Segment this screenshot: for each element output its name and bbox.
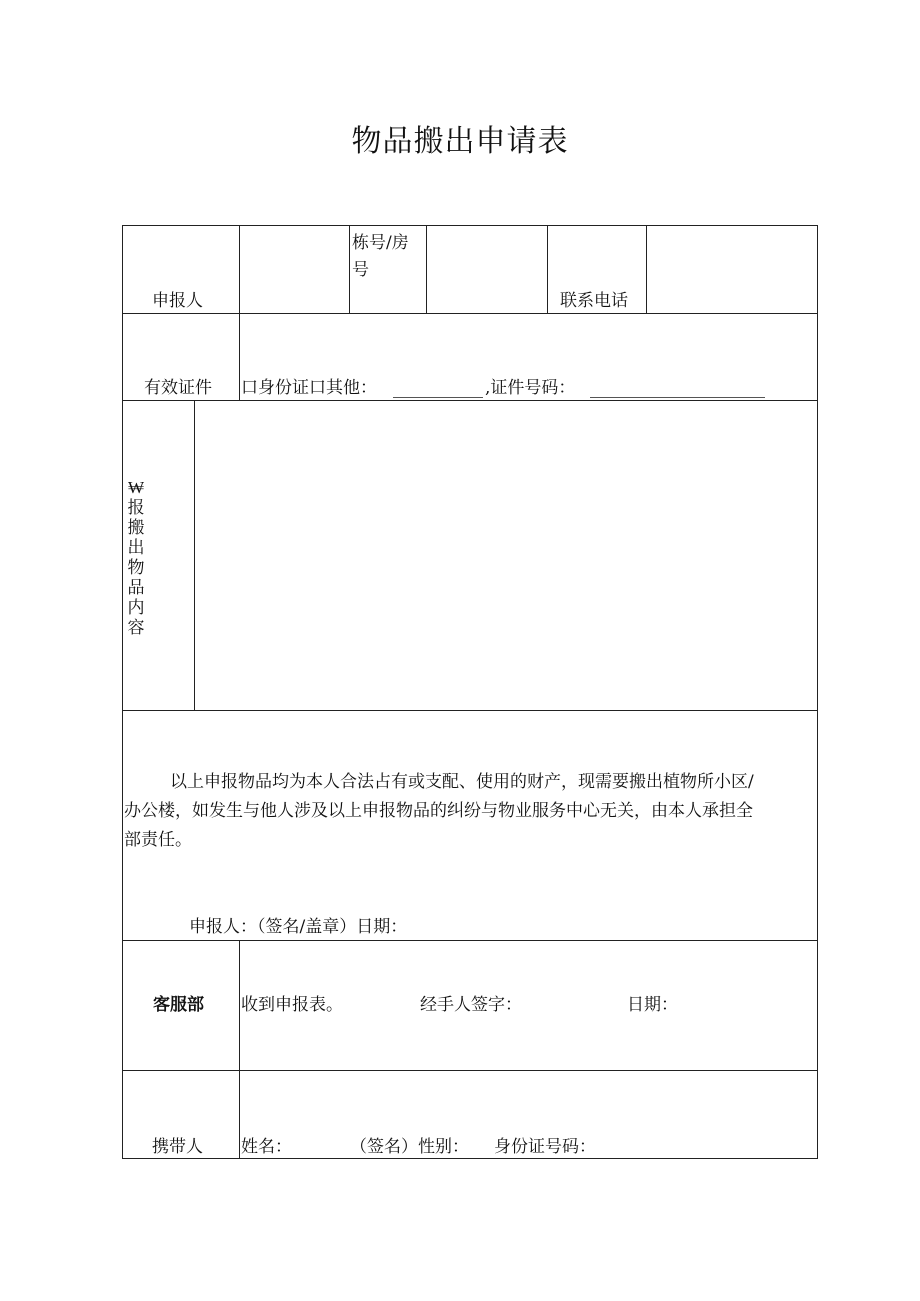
id-document-label: 有效证件 — [144, 378, 212, 398]
carrier-id-number-label[interactable]: 身份证号码： — [494, 1137, 596, 1157]
service-date-label[interactable]: 日期： — [627, 995, 678, 1015]
declared-items-label-char: 物 — [127, 558, 145, 578]
carrier-name-label[interactable]: 姓名： — [241, 1137, 292, 1157]
row-divider — [122, 710, 818, 711]
page-title: 物品搬出申请表 — [351, 124, 569, 159]
declared-items-label-char: 报 — [127, 498, 145, 518]
carrier-sign-gender-label[interactable]: （签名）性别： — [350, 1137, 469, 1157]
id-number-blank[interactable] — [590, 397, 765, 398]
received-form-text: 收到申报表。 — [241, 995, 343, 1015]
declared-items-label-char: 搬 — [127, 518, 145, 538]
id-other-blank[interactable] — [393, 397, 483, 398]
statement-line: 办公楼，如发生与他人涉及以上申报物品的纠纷与物业服务中心无关，由本人承担全 — [124, 801, 753, 821]
phone-label: 联系电话 — [560, 291, 628, 311]
declared-items-label-char: 容 — [127, 618, 145, 638]
row-divider — [122, 313, 818, 314]
row-divider — [122, 940, 818, 941]
applicant-signature-line[interactable]: 申报人：（签名/盖章）日期： — [189, 917, 408, 937]
declared-items-label-char: 品 — [127, 578, 145, 598]
building-room-label-line1: 栋号/房 — [352, 233, 409, 253]
id-number-label: ,证件号码： — [485, 378, 576, 398]
declaration-statement — [124, 768, 818, 855]
table-border-left — [122, 225, 123, 1159]
table-border-bottom — [122, 1158, 818, 1159]
col-divider — [547, 225, 548, 313]
applicant-field[interactable] — [240, 226, 349, 313]
building-room-field[interactable] — [427, 226, 547, 313]
declared-items-label-char: 出 — [127, 538, 145, 558]
declared-items-label-char: ₩ — [127, 478, 145, 498]
col-divider — [349, 225, 350, 313]
carrier-label: 携带人 — [152, 1137, 203, 1157]
declared-items-field[interactable] — [195, 401, 817, 710]
applicant-label: 申报人 — [152, 291, 203, 311]
handler-signature-label[interactable]: 经手人签字： — [420, 995, 522, 1015]
table-border-right — [817, 225, 818, 1159]
building-room-label-line2: 号 — [352, 260, 369, 280]
declared-items-label — [125, 478, 147, 638]
row-divider — [122, 1070, 818, 1071]
col-divider — [239, 940, 240, 1158]
statement-line: 以上申报物品均为本人合法占有或支配、使用的财产，现需要搬出植物所小区/ — [170, 772, 754, 792]
statement-line: 部责任。 — [124, 830, 192, 850]
declared-items-label-char: 内 — [127, 598, 145, 618]
phone-field[interactable] — [647, 226, 817, 313]
customer-service-label: 客服部 — [153, 995, 204, 1015]
id-type-options: 口身份证口其他： — [241, 378, 377, 398]
col-divider — [239, 313, 240, 400]
